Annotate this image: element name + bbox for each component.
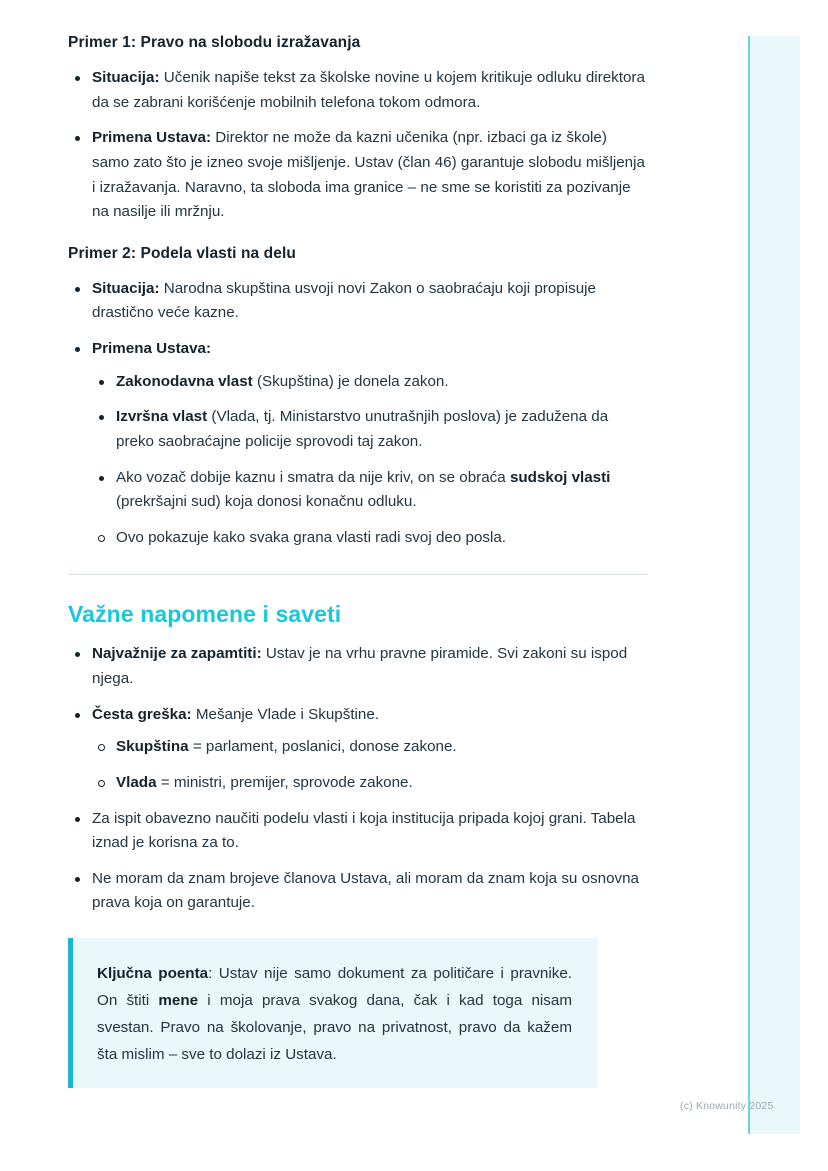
list-item bbox=[92, 405, 648, 454]
list-item bbox=[68, 642, 648, 691]
list-item bbox=[92, 735, 648, 760]
item-text: Učenik napiše tekst za školske novine u kojem kritikuje odluku direktora da se zabrani korišćenje mobilnih telefona tokom odmora. bbox=[92, 69, 645, 111]
item-text: Ustav je na vrhu pravne piramide. Svi zakoni su ispod njega. bbox=[92, 645, 628, 687]
list-item bbox=[68, 337, 648, 550]
item-text: Ne moram da znam brojeve članova Ustava, ali moram da znam koja su osnovna prava koja on garantuje. bbox=[92, 869, 640, 912]
list-item bbox=[68, 277, 648, 326]
right-edge-decoration bbox=[748, 36, 800, 1134]
item-label: Najvažnije za zapamtiti: bbox=[92, 645, 262, 663]
example1-heading: Primer 1: Pravo na slobodu izražavanja bbox=[68, 34, 361, 51]
subitem-text: = parlament, poslanici, donose zakone. bbox=[188, 738, 457, 756]
list-item bbox=[92, 526, 648, 551]
notes-heading: Važne napomene i saveti bbox=[68, 601, 342, 628]
notes-sublist bbox=[92, 735, 648, 795]
item-text: Direktor ne može da kazni učenika (npr. izbaci ga iz škole) samo zato što je izneo svoje mišljenje. Ustav (član 46) garantuje slobodu mišljenja i izražavanja. Naravno, ta sloboda ima granice – ne sme se koristiti za pozivanje na nasilje ili mržnju. bbox=[92, 129, 645, 221]
notes-list bbox=[68, 642, 648, 916]
list-item bbox=[92, 466, 648, 515]
item-label: Česta greška: bbox=[92, 705, 192, 723]
subitem-pretext: Ako vozač dobije kaznu i smatra da nije kriv, on se obraća bbox=[116, 468, 510, 486]
key-point-callout bbox=[68, 938, 598, 1088]
item-text: Narodna skupština usvoji novi Zakon o saobraćaju koji propisuje drastično veće kazne. bbox=[92, 279, 596, 322]
subitem-text: (prekršajni sud) koja donosi konačnu odluku. bbox=[116, 493, 417, 511]
list-item bbox=[68, 66, 648, 115]
right-edge-line bbox=[748, 36, 750, 1134]
callout-label: Ključna poenta bbox=[97, 965, 209, 982]
subitem-text: (Skupština) je donela zakon. bbox=[252, 372, 449, 390]
document-content bbox=[68, 34, 648, 1088]
example2-list bbox=[68, 277, 648, 551]
subitem-label: Vlada bbox=[116, 773, 157, 791]
list-item bbox=[68, 807, 648, 856]
callout-text bbox=[97, 960, 572, 1068]
section-divider bbox=[68, 574, 648, 575]
subitem-label: Zakonodavna vlast bbox=[116, 372, 253, 390]
example2-sublist bbox=[92, 370, 648, 551]
list-item bbox=[92, 771, 648, 796]
item-label: Situacija: bbox=[92, 69, 160, 86]
item-label: Primena Ustava: bbox=[92, 340, 212, 357]
list-item bbox=[68, 867, 648, 916]
subitem-text: (Vlada, tj. Ministarstvo unutrašnjih poslova) je zadužena da preko saobraćajne policije sprovodi taj zakon. bbox=[116, 408, 609, 450]
item-text: Za ispit obavezno naučiti podelu vlasti i koja institucija pripada kojoj grani. Tabela iznad je korisna za to. bbox=[92, 809, 636, 852]
item-label: Primena Ustava: bbox=[92, 129, 212, 147]
subitem-label: sudskoj vlasti bbox=[509, 468, 611, 486]
example2-heading: Primer 2: Podela vlasti na delu bbox=[68, 244, 296, 262]
subitem-label: Izvršna vlast bbox=[116, 408, 208, 426]
subitem-note: Ovo pokazuje kako svaka grana vlasti radi svoj deo posla. bbox=[116, 528, 507, 546]
item-label: Situacija: bbox=[92, 279, 160, 297]
subitem-text: = ministri, premijer, sprovode zakone. bbox=[156, 773, 413, 791]
subitem-label: Skupština bbox=[116, 738, 189, 756]
item-text: Mešanje Vlade i Skupštine. bbox=[191, 705, 380, 723]
callout-emphasis: mene bbox=[158, 992, 199, 1010]
callout-part2: i moja prava svakog dana, čak i kad toga nisam svestan. Pravo na školovanje, pravo na privatnost, pravo da kažem šta mislim – sve to dolazi iz Ustava. bbox=[97, 992, 572, 1064]
callout-part1: : Ustav nije samo dokument za političare i pravnike. On štiti bbox=[97, 965, 572, 1010]
list-item bbox=[92, 370, 648, 395]
list-item bbox=[68, 703, 648, 796]
copyright-footer: (c) Knowunity 2025 bbox=[680, 1100, 774, 1112]
list-item bbox=[68, 126, 648, 225]
example1-list bbox=[68, 66, 648, 225]
